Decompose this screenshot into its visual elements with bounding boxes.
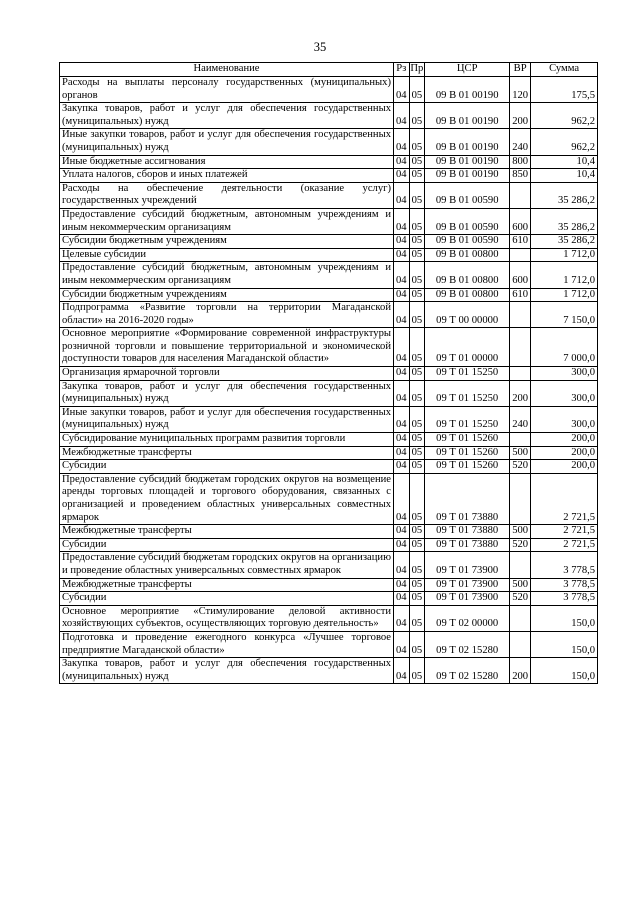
cell-vr: [510, 367, 531, 381]
cell-pr: 05: [409, 262, 425, 288]
cell-sum: 150,0: [531, 605, 598, 631]
cell-vr: [510, 302, 531, 328]
cell-rz: 04: [394, 460, 410, 474]
cell-csr: 09 Т 01 73900: [425, 552, 510, 578]
cell-sum: 150,0: [531, 658, 598, 684]
cell-sum: 300,0: [531, 406, 598, 432]
cell-rz: 04: [394, 248, 410, 262]
cell-vr: 520: [510, 460, 531, 474]
cell-rz: 04: [394, 446, 410, 460]
cell-rz: 04: [394, 605, 410, 631]
cell-sum: 3 778,5: [531, 592, 598, 606]
cell-csr: 09 Т 01 15250: [425, 406, 510, 432]
cell-name: Субсидии: [60, 592, 394, 606]
cell-sum: 1 712,0: [531, 262, 598, 288]
cell-sum: 200,0: [531, 446, 598, 460]
cell-csr: 09 Т 01 15250: [425, 367, 510, 381]
cell-pr: 05: [409, 235, 425, 249]
cell-rz: 04: [394, 103, 410, 129]
cell-sum: 175,5: [531, 77, 598, 103]
table-row: [60, 169, 598, 183]
cell-name: Межбюджетные трансферты: [60, 525, 394, 539]
cell-rz: 04: [394, 552, 410, 578]
cell-sum: 10,4: [531, 169, 598, 183]
cell-csr: 09 Т 01 15260: [425, 446, 510, 460]
cell-sum: 300,0: [531, 380, 598, 406]
cell-vr: [510, 182, 531, 208]
cell-sum: 35 286,2: [531, 208, 598, 234]
table-row: [60, 446, 598, 460]
cell-rz: 04: [394, 592, 410, 606]
cell-pr: 05: [409, 103, 425, 129]
cell-pr: 05: [409, 552, 425, 578]
cell-vr: 200: [510, 658, 531, 684]
cell-csr: 09 Т 01 73900: [425, 578, 510, 592]
cell-sum: 1 712,0: [531, 288, 598, 302]
cell-csr: 09 В 01 00590: [425, 182, 510, 208]
table-row: [60, 235, 598, 249]
cell-sum: 962,2: [531, 129, 598, 155]
cell-sum: 1 712,0: [531, 248, 598, 262]
table-row: [60, 155, 598, 169]
cell-csr: 09 В 01 00190: [425, 155, 510, 169]
table-row: [60, 658, 598, 684]
cell-pr: 05: [409, 525, 425, 539]
cell-name: Основное мероприятие «Стимулирование деловой активности хозяйствующих субъектов, осуществляющих торговую деятельность»: [60, 605, 394, 631]
table-row: [60, 578, 598, 592]
cell-pr: 05: [409, 302, 425, 328]
cell-sum: 200,0: [531, 460, 598, 474]
cell-rz: 04: [394, 77, 410, 103]
cell-rz: 04: [394, 538, 410, 552]
cell-rz: 04: [394, 367, 410, 381]
cell-vr: 850: [510, 169, 531, 183]
cell-sum: 2 721,5: [531, 538, 598, 552]
cell-pr: 05: [409, 473, 425, 524]
cell-pr: 05: [409, 631, 425, 657]
cell-csr: 09 В 01 00590: [425, 208, 510, 234]
cell-name: Субсидии бюджетным учреждениям: [60, 235, 394, 249]
cell-csr: 09 Т 01 00000: [425, 328, 510, 367]
cell-vr: [510, 433, 531, 447]
cell-pr: 05: [409, 406, 425, 432]
table-row: [60, 77, 598, 103]
cell-vr: 520: [510, 592, 531, 606]
cell-pr: 05: [409, 182, 425, 208]
cell-pr: 05: [409, 538, 425, 552]
cell-csr: 09 В 01 00800: [425, 248, 510, 262]
cell-name: Закупка товаров, работ и услуг для обеспечения государственных (муниципальных) нужд: [60, 380, 394, 406]
cell-vr: 500: [510, 525, 531, 539]
cell-name: Предоставление субсидий бюджетным, автономным учреждениям и иным некоммерческим организациям: [60, 208, 394, 234]
table-row: [60, 460, 598, 474]
cell-sum: 7 150,0: [531, 302, 598, 328]
table-row: [60, 473, 598, 524]
cell-csr: 09 Т 01 73900: [425, 592, 510, 606]
table-row: [60, 631, 598, 657]
table-row: [60, 302, 598, 328]
cell-sum: 150,0: [531, 631, 598, 657]
cell-name: Расходы на выплаты персоналу государственных (муниципальных) органов: [60, 77, 394, 103]
cell-name: Иные закупки товаров, работ и услуг для обеспечения государственных (муниципальных) нужд: [60, 406, 394, 432]
cell-rz: 04: [394, 433, 410, 447]
cell-pr: 05: [409, 446, 425, 460]
cell-csr: 09 Т 01 73880: [425, 473, 510, 524]
cell-name: Организация ярмарочной торговли: [60, 367, 394, 381]
cell-sum: 10,4: [531, 155, 598, 169]
cell-csr: 09 В 01 00190: [425, 103, 510, 129]
cell-pr: 05: [409, 658, 425, 684]
cell-pr: 05: [409, 77, 425, 103]
cell-sum: 200,0: [531, 433, 598, 447]
header-csr: ЦСР: [425, 63, 510, 77]
cell-name: Уплата налогов, сборов и иных платежей: [60, 169, 394, 183]
cell-rz: 04: [394, 262, 410, 288]
cell-vr: 500: [510, 578, 531, 592]
cell-vr: 600: [510, 262, 531, 288]
cell-pr: 05: [409, 288, 425, 302]
cell-sum: 300,0: [531, 367, 598, 381]
cell-pr: 05: [409, 578, 425, 592]
table-row: [60, 433, 598, 447]
cell-rz: 04: [394, 235, 410, 249]
cell-rz: 04: [394, 169, 410, 183]
cell-pr: 05: [409, 380, 425, 406]
table-row: [60, 262, 598, 288]
cell-vr: [510, 473, 531, 524]
cell-csr: 09 В 01 00800: [425, 262, 510, 288]
cell-name: Межбюджетные трансферты: [60, 446, 394, 460]
cell-csr: 09 В 01 00190: [425, 129, 510, 155]
cell-name: Закупка товаров, работ и услуг для обеспечения государственных (муниципальных) нужд: [60, 658, 394, 684]
header-vr: ВР: [510, 63, 531, 77]
table-row: [60, 182, 598, 208]
header-rz: Рз: [394, 63, 410, 77]
cell-name: Основное мероприятие «Формирование современной инфраструктуры розничной торговли и повышение территориальной и экономической доступности товаров для населения Магаданской области»: [60, 328, 394, 367]
cell-pr: 05: [409, 248, 425, 262]
cell-vr: [510, 631, 531, 657]
table-row: [60, 208, 598, 234]
cell-vr: [510, 328, 531, 367]
cell-rz: 04: [394, 631, 410, 657]
cell-name: Целевые субсидии: [60, 248, 394, 262]
cell-csr: 09 Т 01 73880: [425, 538, 510, 552]
table-header-row: [60, 63, 598, 77]
cell-sum: 2 721,5: [531, 525, 598, 539]
cell-name: Субсидии: [60, 460, 394, 474]
cell-pr: 05: [409, 605, 425, 631]
cell-sum: 35 286,2: [531, 235, 598, 249]
cell-vr: [510, 552, 531, 578]
cell-pr: 05: [409, 460, 425, 474]
cell-csr: 09 Т 00 00000: [425, 302, 510, 328]
table-body: [60, 77, 598, 684]
cell-rz: 04: [394, 473, 410, 524]
cell-name: Закупка товаров, работ и услуг для обеспечения государственных (муниципальных) нужд: [60, 103, 394, 129]
cell-name: Иные бюджетные ассигнования: [60, 155, 394, 169]
cell-rz: 04: [394, 129, 410, 155]
header-sum: Сумма: [531, 63, 598, 77]
cell-name: Предоставление субсидий бюджетам городских округов на возмещение аренды торговых площадей и торгового оборудования, связанных с организацией и проведением областных универсальных совместных ярмарок: [60, 473, 394, 524]
cell-name: Субсидирование муниципальных программ развития торговли: [60, 433, 394, 447]
cell-vr: 800: [510, 155, 531, 169]
page-number: 35: [313, 40, 327, 54]
cell-name: Субсидии: [60, 538, 394, 552]
cell-csr: 09 Т 02 00000: [425, 605, 510, 631]
table-row: [60, 103, 598, 129]
cell-pr: 05: [409, 129, 425, 155]
cell-pr: 05: [409, 592, 425, 606]
cell-rz: 04: [394, 406, 410, 432]
cell-sum: 7 000,0: [531, 328, 598, 367]
cell-vr: 520: [510, 538, 531, 552]
table-row: [60, 525, 598, 539]
cell-name: Межбюджетные трансферты: [60, 578, 394, 592]
cell-pr: 05: [409, 367, 425, 381]
cell-csr: 09 В 01 00190: [425, 77, 510, 103]
table-row: [60, 406, 598, 432]
cell-sum: 2 721,5: [531, 473, 598, 524]
cell-rz: 04: [394, 658, 410, 684]
cell-sum: 3 778,5: [531, 578, 598, 592]
cell-csr: 09 В 01 00800: [425, 288, 510, 302]
cell-rz: 04: [394, 328, 410, 367]
cell-csr: 09 Т 01 15260: [425, 460, 510, 474]
header-name: Наименование: [60, 63, 394, 77]
cell-name: Предоставление субсидий бюджетным, автономным учреждениям и иным некоммерческим организациям: [60, 262, 394, 288]
cell-csr: 09 Т 01 15260: [425, 433, 510, 447]
cell-rz: 04: [394, 155, 410, 169]
table-row: [60, 552, 598, 578]
cell-csr: 09 В 01 00590: [425, 235, 510, 249]
cell-vr: 200: [510, 103, 531, 129]
cell-vr: 120: [510, 77, 531, 103]
cell-name: Иные закупки товаров, работ и услуг для обеспечения государственных (муниципальных) нужд: [60, 129, 394, 155]
cell-vr: 500: [510, 446, 531, 460]
cell-csr: 09 В 01 00190: [425, 169, 510, 183]
table-row: [60, 129, 598, 155]
cell-pr: 05: [409, 208, 425, 234]
cell-sum: 962,2: [531, 103, 598, 129]
cell-vr: 240: [510, 129, 531, 155]
table-row: [60, 367, 598, 381]
table-row: [60, 592, 598, 606]
table-row: [60, 380, 598, 406]
cell-csr: 09 Т 01 73880: [425, 525, 510, 539]
cell-vr: 610: [510, 235, 531, 249]
budget-table: [59, 62, 598, 684]
cell-rz: 04: [394, 302, 410, 328]
table-row: [60, 288, 598, 302]
cell-name: Подпрограмма «Развитие торговли на территории Магаданской области» на 2016-2020 годы»: [60, 302, 394, 328]
cell-vr: 610: [510, 288, 531, 302]
cell-rz: 04: [394, 578, 410, 592]
cell-name: Предоставление субсидий бюджетам городских округов на организацию и проведение областных универсальных совместных ярмарок: [60, 552, 394, 578]
cell-name: Субсидии бюджетным учреждениям: [60, 288, 394, 302]
cell-pr: 05: [409, 169, 425, 183]
cell-name: Подготовка и проведение ежегодного конкурса «Лучшее торговое предприятие Магаданской области»: [60, 631, 394, 657]
cell-pr: 05: [409, 433, 425, 447]
cell-pr: 05: [409, 328, 425, 367]
cell-csr: 09 Т 01 15250: [425, 380, 510, 406]
cell-rz: 04: [394, 288, 410, 302]
cell-vr: [510, 248, 531, 262]
table-row: [60, 328, 598, 367]
table-row: [60, 538, 598, 552]
cell-pr: 05: [409, 155, 425, 169]
cell-csr: 09 Т 02 15280: [425, 658, 510, 684]
cell-vr: 240: [510, 406, 531, 432]
cell-vr: [510, 605, 531, 631]
table-row: [60, 605, 598, 631]
cell-name: Расходы на обеспечение деятельности (оказание услуг) государственных учреждений: [60, 182, 394, 208]
header-pr: Пр: [409, 63, 425, 77]
table-row: [60, 248, 598, 262]
cell-rz: 04: [394, 182, 410, 208]
cell-csr: 09 Т 02 15280: [425, 631, 510, 657]
cell-vr: 600: [510, 208, 531, 234]
cell-vr: 200: [510, 380, 531, 406]
cell-sum: 3 778,5: [531, 552, 598, 578]
cell-rz: 04: [394, 208, 410, 234]
cell-rz: 04: [394, 380, 410, 406]
cell-sum: 35 286,2: [531, 182, 598, 208]
cell-rz: 04: [394, 525, 410, 539]
